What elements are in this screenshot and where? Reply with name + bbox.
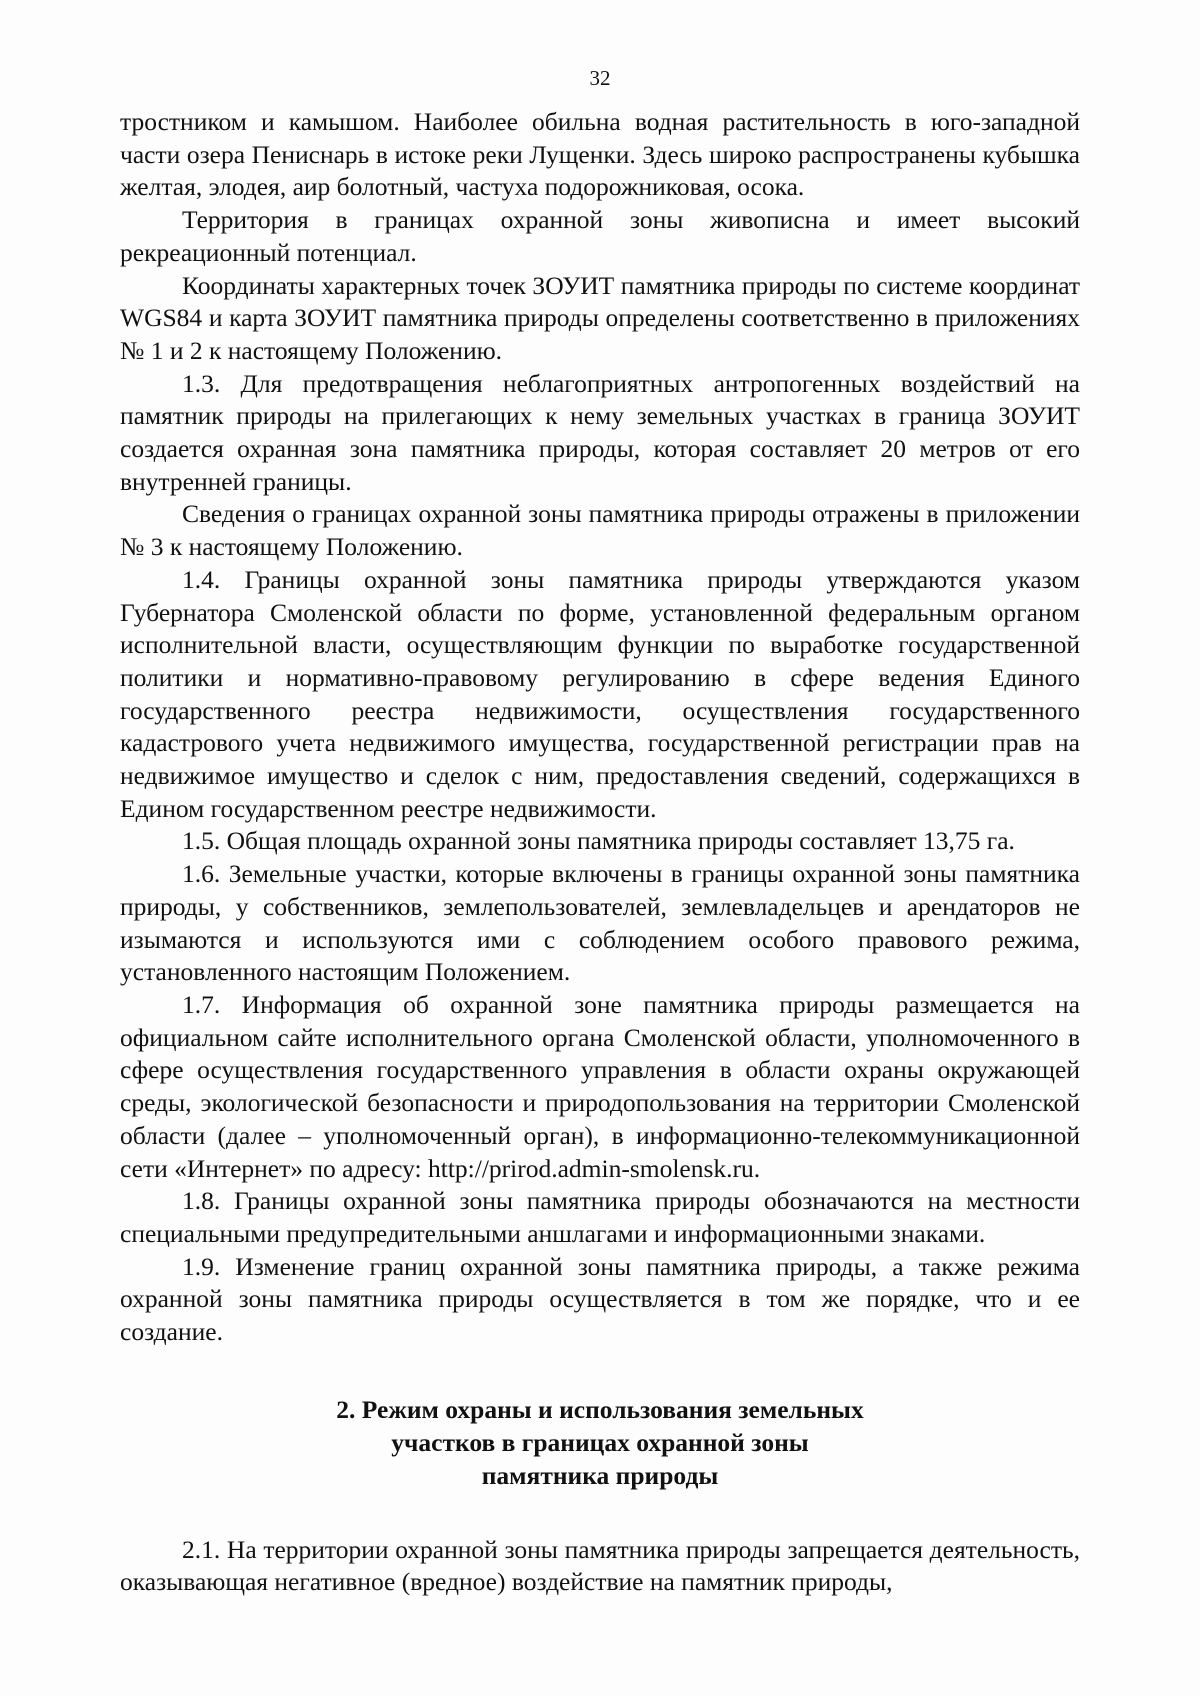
paragraph-1-9: 1.9. Изменение границ охранной зоны памятника природы, а также режима охранной зоны памятника природы осуществляется в том же порядке, что и ее создание. — [120, 1251, 1080, 1347]
paragraph-coordinates: Координаты характерных точек ЗОУИТ памятника природы по системе координат WGS84 и карта ЗОУИТ памятника природы определены соответственно в приложениях № 1 и 2 к настоящему Положению. — [120, 270, 1080, 365]
paragraph-continuation: тростником и камышом. Наиболее обильна водная растительность в юго-западной части озера Пениснарь в истоке реки Лущенки. Здесь широко распространены кубышка желтая, элодея, аир болотный, частуха подорожниковая, осока. — [120, 107, 1080, 202]
page-number: 32 — [589, 66, 611, 90]
section-heading-line-3: памятника природы — [481, 1460, 719, 1490]
paragraph-1-6: 1.6. Земельные участки, которые включены в границы охранной зоны памятника природы, у собственников, землепользователей, землевладельцев и арендаторов не изымаются и используются ими с соблюдением особого правового режима, установленного настоящим Положением. — [120, 859, 1080, 987]
paragraph-1-4: 1.4. Границы охранной зоны памятника природы утверждаются указом Губернатора Смоленской области по форме, установленной федеральным органом исполнительной власти, осуществляющим функции по выработке государственной политики и нормативно-правовому регулированию в сфере ведения Единого государственного реестра недвижимости, осуществления государственного кадастрового учета недвижимого имущества, государственной регистрации прав на недвижимое имущество и сделок с ним, предоставления сведений, содержащихся в Едином государственном реестре недвижимости. — [120, 564, 1080, 823]
paragraph-2-1: 2.1. На территории охранной зоны памятника природы запрещается деятельность, оказывающая негативное (вредное) воздействие на памятник природы, — [120, 1534, 1080, 1597]
paragraph-1-3: 1.3. Для предотвращения неблагоприятных антропогенных воздействий на памятник природы на прилегающих к нему земельных участках в граница ЗОУИТ создается охранная зона памятника природы, которая составляет 20 метров от его внутренней границы. — [120, 368, 1080, 496]
paragraph-1-8: 1.8. Границы охранной зоны памятника природы обозначаются на местности специальными предупредительными аншлагами и информационными знаками. — [120, 1186, 1080, 1248]
section-heading — [120, 1393, 1080, 1492]
paragraph-1-5: 1.5. Общая площадь охранной зоны памятника природы составляет 13,75 га. — [182, 826, 1015, 856]
section-heading-line-1: 2. Режим охраны и использования земельных — [336, 1394, 864, 1424]
paragraph-territory: Территория в границах охранной зоны живописна и имеет высокий рекреационный потенциал. — [120, 205, 1080, 267]
paragraph-boundaries-info: Сведения о границах охранной зоны памятника природы отражены в приложении № 3 к настоящему Положению. — [120, 499, 1080, 562]
section-heading-line-2: участков в границах охранной зоны — [391, 1427, 809, 1457]
paragraph-1-7: 1.7. Информация об охранной зоне памятника природы размещается на официальном сайте исполнительного органа Смоленской области, уполномоченного в сфере осуществления государственного управления в области охраны окружающей среды, экологической безопасности и природопользования на территории Смоленской области (далее – уполномоченный орган), в информационно-телекоммуникационной сети «Интернет» по адресу: http://prirod.admin-smolensk.ru. — [120, 989, 1080, 1183]
document-body — [120, 106, 1080, 1599]
